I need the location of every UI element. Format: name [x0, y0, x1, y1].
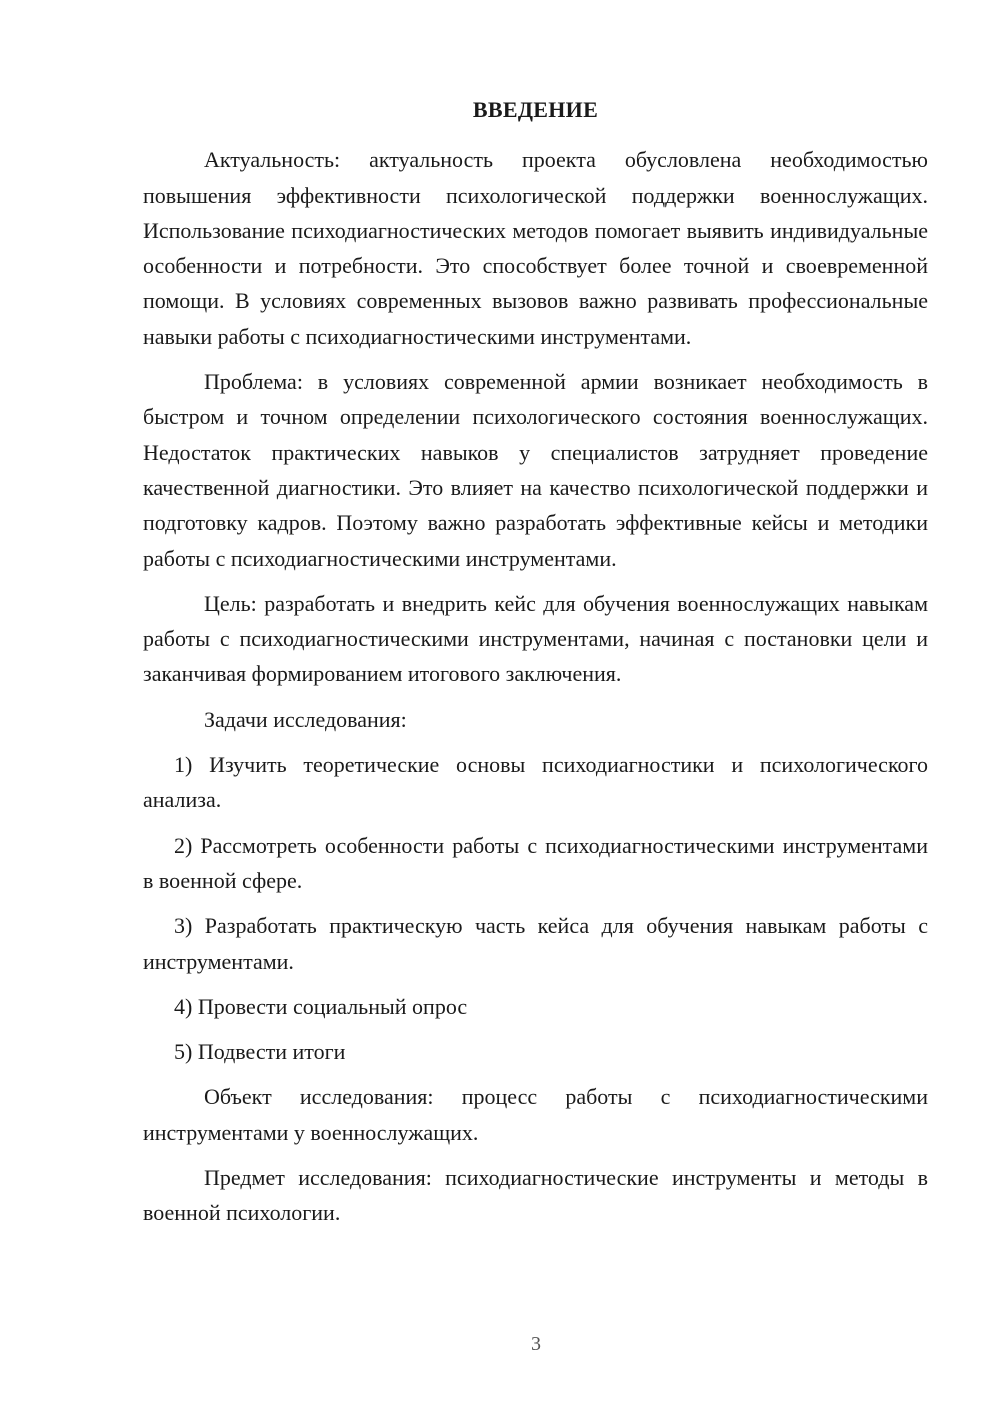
task-item-2: 2) Рассмотреть особенности работы с психодиагностическими инструментами в военной сфере. — [143, 832, 928, 893]
section-heading: ВВЕДЕНИЕ — [472, 97, 599, 122]
task-item-4: 4) Провести социальный опрос — [174, 993, 468, 1019]
problem-paragraph: Проблема: в условиях современной армии возникает необходимость в быстром и точном определении психологического состояния военнослужащих. Недостаток практических навыков у специалистов затрудняет проведение качественной диагностики. Это влияет на качество психологической поддержки и подготовку кадров. Поэтому важно разработать эффективные кейсы и методики работы с психодиагностическими инструментами. — [143, 369, 928, 571]
task-item-3: 3) Разработать практическую часть кейса для обучения навыкам работы с инструментами. — [143, 913, 928, 974]
page-content — [143, 92, 928, 1241]
research-subject-paragraph: Предмет исследования: психодиагностические инструменты и методы в военной психологии. — [143, 1165, 928, 1226]
relevance-paragraph: Актуальность: актуальность проекта обусловлена необходимостью повышения эффективности психологической поддержки военнослужащих. Использование психодиагностических методов помогает выявить индивидуальные особенности и потребности. Это способствует более точной и своевременной помощи. В условиях современных вызовов важно развивать профессиональные навыки работы с психодиагностическими инструментами. — [143, 147, 928, 349]
page-number: 3 — [531, 1333, 541, 1355]
research-object-paragraph: Объект исследования: процесс работы с психодиагностическими инструментами у военнослужащих. — [143, 1084, 928, 1145]
task-item-1: 1) Изучить теоретические основы психодиагностики и психологического анализа. — [143, 752, 928, 813]
task-item-5: 5) Подвести итоги — [174, 1039, 346, 1065]
goal-paragraph: Цель: разработать и внедрить кейс для обучения военнослужащих навыкам работы с психодиагностическими инструментами, начиная с постановки цели и заканчивая формированием итогового заключения. — [143, 590, 928, 687]
tasks-title: Задачи исследования: — [204, 706, 407, 732]
